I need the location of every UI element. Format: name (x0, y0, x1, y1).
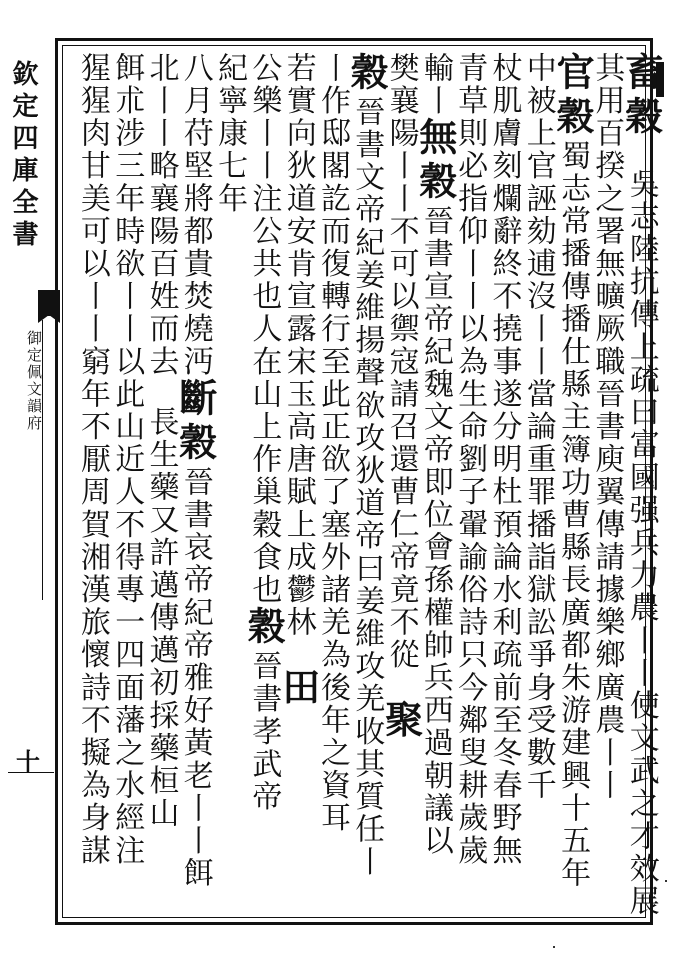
entry-text: 八月苻堅將都貴焚燒沔 (177, 52, 213, 378)
sub-title: 御定佩文韻府 (25, 330, 43, 432)
entry-heading: 斷穀 (172, 378, 218, 466)
text-column (65, 52, 119, 912)
entry-text: 中被上官誣劾逋沒丨丨當論重罪播詣獄訟爭身受數千 (520, 52, 556, 802)
entry-text: 晉書孝武帝 (246, 650, 282, 814)
entry-text: 晉書文帝紀姜維揚聲欲攻狄道帝曰姜維攻羌收其質任丨 (349, 96, 385, 879)
entry-text: 長生藥又許邁傳邁初採藥桓山 (143, 406, 179, 830)
page-number: 十 (16, 747, 40, 776)
entry-heading: 穀 (344, 52, 390, 96)
bottom-speck (553, 946, 555, 948)
entry-text: 猩猩肉甘美可以丨丨窮年不厭周賀湘漢旅懷詩不擬為身謀 (74, 52, 110, 867)
entry-heading: 官穀 (550, 52, 596, 140)
entry-text: 蜀志常播傳播仕縣主簿功曹縣長廣都朱游建興十五年 (555, 140, 591, 890)
entry-text: 吳志陸抗傳上疏曰富國强兵力農丨丨使文武之才效展 (623, 168, 659, 918)
entry-heading: 畜穀 (618, 52, 664, 140)
entry-text: 輸丨 (417, 52, 453, 118)
entry-text: 其用百揆之署無曠厥職晉書庾翼傳請據樂鄉廣農丨丨 (589, 52, 625, 802)
entry-text: 杖肌膚刻爛辭終不撓事遂分明杜預論水利疏前至冬春野無 (486, 52, 522, 867)
entry-heading: 田 (275, 666, 321, 711)
entry-heading: 無穀 (412, 117, 458, 206)
entry-heading: 聚 (378, 699, 424, 744)
book-title: 欽定四庫全書 (8, 60, 38, 252)
entry-text: 樊襄陽丨丨不可以禦寇請召還曹仁帝竟不從 (383, 52, 419, 672)
entry-text: 青草則必指仰丨丨以為生命劉子翬諭俗詩只今鄰叟耕歲歲 (452, 52, 488, 867)
entry-text: 紀寧康七年 (212, 52, 248, 215)
entry-text: 丨作邸閣訖而復轉行至此正欲了塞外諸羌為後年之資耳 (315, 52, 350, 835)
entry-text: 若實向狄道安肯宣露宋玉高唐賦上成鬱林 (280, 52, 316, 639)
entry-text: 公樂丨丨注公共也人在山上作巢穀食也 (246, 52, 282, 607)
entry-text: 餌朮涉三年時欲丨丨以此山近人不得專一四面藩之水經注 (109, 52, 145, 867)
entry-text: 北丨丨略襄陽百姓而去 (143, 52, 179, 378)
entry-text: 晉書哀帝紀帝雅好黃老丨丨餌 (177, 466, 213, 890)
page-number-rule (8, 772, 54, 773)
entry-heading: 穀 (241, 606, 287, 651)
entry-text: 晉書宣帝紀魏文帝即位會孫權帥兵西過朝議以 (417, 205, 453, 858)
